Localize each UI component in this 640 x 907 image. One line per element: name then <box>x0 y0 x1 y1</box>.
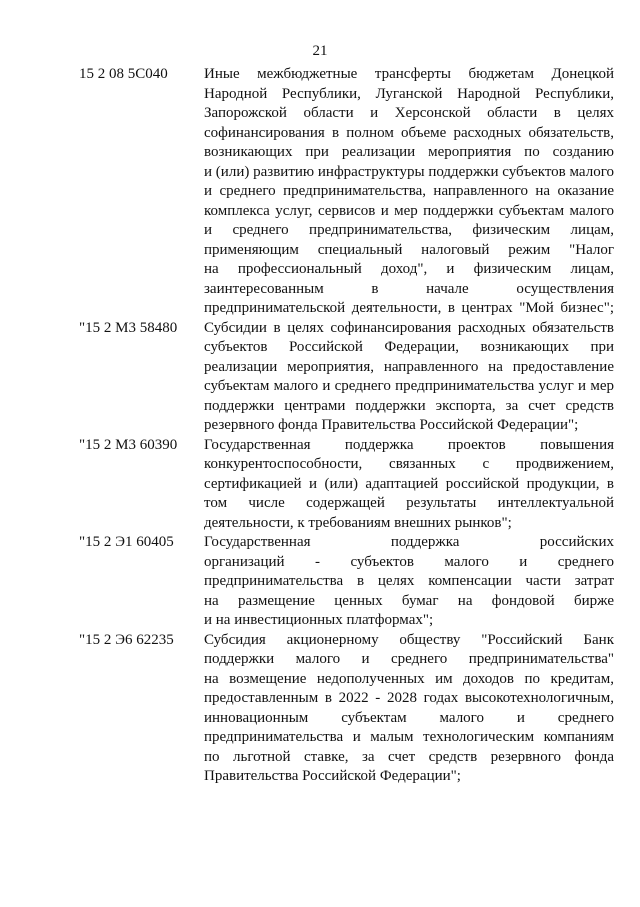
description-line: и (или) развитию инфраструктуры поддержки субъектов малого <box>204 163 614 180</box>
classification-code: "15 2 М3 60390 <box>79 436 178 453</box>
classification-description <box>204 65 614 319</box>
classification-description <box>204 631 614 787</box>
description-line: и среднего предпринимательства, направленного на оказание <box>204 183 614 199</box>
classification-code: "15 2 М3 58480 <box>79 319 178 336</box>
classification-description <box>204 436 614 534</box>
page-number: 21 <box>312 43 328 59</box>
description-line: Субсидия акционерному обществу "Российский Банк <box>204 631 614 648</box>
description-line: и на инвестиционных платформах"; <box>204 612 434 628</box>
description-line: по льготной ставке, за счет средств резервного фонда <box>204 748 614 765</box>
description-line: Государственная поддержка российских <box>204 534 614 550</box>
description-line: предпринимательства в целях компенсации части затрат <box>204 573 614 589</box>
description-line: предпринимательства и малым технологическим компаниям <box>204 729 614 745</box>
description-line: возникающих при реализации мероприятия по созданию <box>204 144 614 160</box>
classification-entry <box>79 319 614 436</box>
description-line: и среднего предпринимательства, физическим лицам, <box>204 222 614 238</box>
description-line: субъектам малого и среднего предпринимательства услуг и мер <box>204 378 614 394</box>
description-line: на размещение ценных бумаг на фондовой бирже <box>204 592 614 609</box>
description-line: предоставленным в 2022 - 2028 годах высокотехнологичным, <box>204 690 614 706</box>
classification-entry <box>79 631 614 787</box>
description-line: поддержки центрами поддержки экспорта, за счет средств <box>204 397 614 414</box>
classification-entry <box>79 65 614 319</box>
description-line: том числе содержащей результаты интеллектуальной <box>204 495 614 511</box>
description-line: на профессиональный доход", и физическим лицам, <box>204 261 614 277</box>
classification-code: "15 2 Э1 60405 <box>79 534 174 550</box>
classification-description <box>204 533 614 631</box>
description-line: резервного фонда Правительства Российской Федерации"; <box>204 417 579 433</box>
description-line: Иные межбюджетные трансферты бюджетам Донецкой <box>204 66 614 82</box>
description-line: софинансирования в полном объеме расходных обязательств, <box>204 124 614 141</box>
description-line: реализации мероприятия, направленного на предоставление <box>204 358 614 375</box>
classification-code: 15 2 08 5С040 <box>79 66 168 82</box>
description-line: Запорожской области и Херсонской области в целях <box>204 105 614 121</box>
description-line: комплекса услуг, сервисов и мер поддержки субъектам малого <box>204 202 614 219</box>
description-line: организаций - субъектов малого и среднего <box>204 553 614 570</box>
description-line: субъектов Российской Федерации, возникающих при <box>204 339 614 355</box>
description-line: Субсидии в целях софинансирования расходных обязательств <box>204 319 614 336</box>
description-line: инновационным субъектам малого и среднего <box>204 709 614 726</box>
classification-entry <box>79 436 614 534</box>
description-line: сертификацией и (или) адаптацией российской продукции, в <box>204 475 614 492</box>
description-line: предпринимательской деятельности, в центрах "Мой бизнес"; <box>204 300 614 316</box>
classification-description <box>204 319 614 436</box>
description-line: поддержки малого и среднего предпринимательства" <box>204 651 614 667</box>
description-line: конкурентоспособности, связанных с продвижением, <box>204 456 614 472</box>
description-line: Правительства Российской Федерации"; <box>204 768 461 784</box>
description-line: на возмещение недополученных им доходов по кредитам, <box>204 670 614 687</box>
description-line: деятельности, к требованиям внешних рынков"; <box>204 514 512 531</box>
description-line: Государственная поддержка проектов повышения <box>204 436 614 453</box>
classification-entry <box>79 533 614 631</box>
description-line: заинтересованным в начале осуществления <box>204 280 614 297</box>
budget-classification-list <box>79 65 614 787</box>
classification-code: "15 2 Э6 62235 <box>79 631 174 648</box>
description-line: применяющим специальный налоговый режим "Налог <box>204 241 614 258</box>
description-line: Народной Республики, Луганской Народной Республики, <box>204 85 614 102</box>
